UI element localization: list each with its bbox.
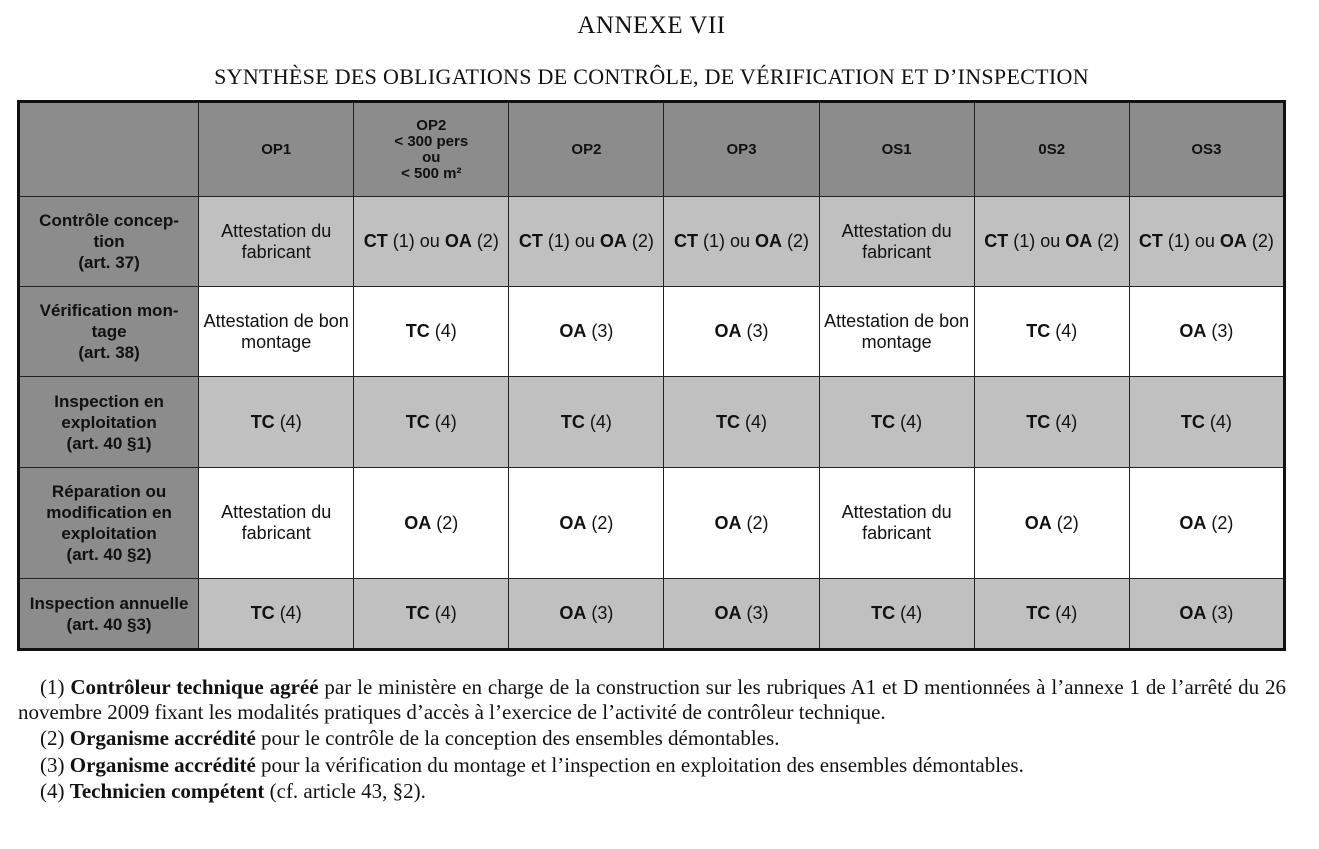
cell-text: Attestation du fabricant	[221, 220, 332, 262]
cell-reference: (1) ou	[387, 231, 445, 251]
table-cell	[1129, 579, 1284, 650]
table-cell	[354, 377, 509, 468]
row-header-line: Réparation ou	[51, 482, 167, 501]
cell-reference: (4)	[1050, 603, 1078, 623]
table-cell	[974, 468, 1129, 579]
cell-reference: (4)	[895, 411, 923, 432]
column-header-line: < 500 m²	[401, 164, 462, 182]
table-cell	[664, 197, 819, 287]
header-corner-cell	[19, 102, 199, 197]
table-cell	[199, 287, 354, 377]
table-cell	[509, 579, 664, 650]
cell-reference: (2)	[626, 231, 654, 251]
footnote-term: Technicien compétent	[69, 779, 265, 803]
table-cell	[199, 468, 354, 579]
table-cell	[509, 287, 664, 377]
page-title: ANNEXE VII	[577, 12, 726, 39]
row-header	[19, 197, 199, 287]
table-cell	[819, 579, 974, 650]
cell-code: TC	[716, 411, 741, 432]
cell-reference: (1) ou	[698, 231, 756, 251]
cell-text: Attestation du fabricant	[841, 502, 952, 543]
column-header-line: 0S2	[1038, 141, 1066, 158]
cell-reference: (2)	[782, 231, 810, 251]
table-cell	[664, 377, 819, 468]
footnote-term: Organisme accrédité	[69, 752, 256, 777]
cell-reference: (2)	[471, 231, 499, 251]
table-cell	[354, 468, 509, 579]
row-header-line: Vérification mon-	[39, 301, 179, 320]
row-header-line: tage	[91, 322, 127, 341]
cell-reference: (2)	[431, 512, 459, 533]
cell-reference: (4)	[274, 411, 302, 432]
cell-code: CT	[518, 231, 543, 251]
table-cell	[664, 287, 819, 377]
footnote	[18, 726, 1286, 751]
row-header-line: (art. 40 §1)	[66, 433, 152, 453]
table-row	[19, 287, 1285, 377]
page-subtitle: SYNTHÈSE DES OBLIGATIONS DE CONTRÔLE, DE VÉRIFICATION ET D’INSPECTION	[214, 64, 1089, 89]
cell-reference: (2)	[586, 512, 614, 533]
table-row	[19, 468, 1285, 579]
cell-reference: (4)	[429, 603, 457, 623]
table-cell	[1129, 377, 1284, 468]
footnote	[18, 675, 1292, 724]
cell-reference: (4)	[429, 411, 457, 432]
row-header-line: Inspection en	[54, 391, 164, 411]
cell-code: TC	[250, 603, 275, 623]
footnote-number: (2)	[40, 726, 70, 750]
cell-reference: (4)	[274, 603, 302, 623]
table-cell	[509, 197, 664, 287]
column-header	[664, 102, 819, 197]
footnote-text: (cf. article 43, §2).	[264, 779, 426, 803]
cell-code: TC	[1026, 321, 1051, 341]
cell-reference: (4)	[895, 603, 923, 623]
column-header-line: OP1	[261, 141, 292, 158]
cell-code: OA	[755, 231, 783, 251]
footnote-text: pour le contrôle de la conception des ensembles démontables.	[255, 726, 780, 750]
row-header-line: (art. 37)	[78, 253, 140, 272]
row-header-line: Contrôle concep-	[39, 211, 179, 230]
footnotes	[18, 675, 1292, 806]
table-cell	[819, 197, 974, 287]
row-header	[19, 377, 199, 468]
column-header	[354, 102, 509, 197]
cell-reference: (3)	[1206, 321, 1234, 341]
cell-reference: (2)	[1206, 512, 1234, 533]
table-cell	[199, 377, 354, 468]
cell-text: Attestation de bon montage	[824, 310, 970, 352]
cell-reference: (4)	[740, 411, 768, 432]
cell-code: OA	[559, 603, 587, 623]
row-header-line: (art. 40 §2)	[66, 545, 152, 564]
table-cell	[354, 579, 509, 650]
cell-code: OA	[559, 512, 587, 533]
table-cell	[974, 579, 1129, 650]
row-header	[19, 579, 199, 650]
table-cell	[974, 197, 1129, 287]
cell-reference: (1) ou	[542, 231, 600, 251]
table-cell	[974, 287, 1129, 377]
table-cell	[509, 468, 664, 579]
cell-code: TC	[871, 411, 896, 432]
footnote-text: par le ministère en charge de la construction sur les rubriques A1 et D mentionnées à l’annexe 1 de l’arrêté du 26 novembre 2009 fixant les modalités pratiques d’accès à l’exercice de l’activité de contrôleur technique.	[18, 675, 1292, 724]
table-cell	[974, 377, 1129, 468]
cell-code: OA	[1024, 512, 1052, 533]
row-header-line: modification en	[46, 503, 172, 522]
table-cell	[819, 377, 974, 468]
cell-reference: (4)	[429, 321, 457, 341]
cell-reference: (4)	[1204, 411, 1232, 432]
cell-code: OA	[444, 231, 472, 251]
table-cell	[1129, 287, 1284, 377]
cell-reference: (2)	[1051, 512, 1079, 533]
table-row	[19, 377, 1285, 468]
obligations-table	[17, 100, 1286, 651]
column-header-line: ou	[422, 148, 441, 166]
column-header	[974, 102, 1129, 197]
cell-reference: (3)	[741, 321, 769, 341]
table-cell	[354, 197, 509, 287]
column-header-line: OP2	[416, 116, 447, 134]
table-cell	[199, 579, 354, 650]
cell-code: OA	[559, 321, 587, 341]
cell-code: OA	[404, 512, 432, 533]
row-header	[19, 468, 199, 579]
table-cell	[1129, 197, 1284, 287]
table-header-row	[19, 102, 1285, 197]
cell-text: Attestation du fabricant	[221, 502, 332, 543]
cell-code: OA	[714, 512, 742, 533]
cell-code: OA	[714, 321, 742, 341]
footnote-number: (1)	[40, 675, 71, 699]
row-header-line: (art. 38)	[78, 343, 140, 362]
table-cell	[664, 468, 819, 579]
footnote-text: pour la vérification du montage et l’inspection en exploitation des ensembles démontables.	[255, 752, 1024, 777]
cell-code: TC	[871, 603, 896, 623]
cell-code: OA	[1219, 231, 1247, 251]
cell-reference: (1) ou	[1008, 231, 1066, 251]
footnote	[18, 753, 1286, 778]
cell-code: TC	[405, 411, 430, 432]
cell-reference: (2)	[1246, 231, 1274, 251]
cell-code: OA	[714, 603, 742, 623]
cell-reference: (4)	[584, 411, 612, 432]
row-header-line: (art. 40 §3)	[66, 614, 152, 634]
table-body	[19, 197, 1285, 650]
cell-reference: (4)	[1050, 411, 1078, 432]
footnote-number: (3)	[40, 752, 70, 777]
table-cell	[1129, 468, 1284, 579]
cell-code: OA	[1179, 512, 1207, 533]
cell-code: TC	[1180, 411, 1205, 432]
cell-reference: (1) ou	[1162, 231, 1220, 251]
table-cell	[354, 287, 509, 377]
cell-reference: (3)	[586, 321, 614, 341]
cell-code: CT	[674, 231, 698, 251]
row-header-line: exploitation	[61, 412, 157, 432]
table-row	[19, 197, 1285, 287]
cell-code: TC	[405, 603, 430, 623]
cell-code: TC	[560, 411, 585, 432]
cell-code: OA	[1179, 603, 1207, 623]
table-cell	[509, 377, 664, 468]
cell-code: CT	[1138, 231, 1163, 251]
cell-code: OA	[599, 231, 627, 251]
footnote-term: Contrôleur technique agréé	[70, 675, 319, 699]
column-header	[199, 102, 354, 197]
column-header-line: OP3	[726, 141, 757, 158]
cell-code: TC	[1026, 411, 1051, 432]
cell-reference: (3)	[586, 603, 614, 623]
footnote-term: Organisme accrédité	[69, 726, 256, 750]
cell-reference: (3)	[741, 603, 769, 623]
table-cell	[664, 579, 819, 650]
footnote-number: (4)	[40, 779, 70, 803]
cell-code: CT	[984, 231, 1009, 251]
table-cell	[819, 468, 974, 579]
row-header-line: exploitation	[61, 524, 157, 543]
table-cell	[199, 197, 354, 287]
column-header	[1129, 102, 1284, 197]
row-header-line: Inspection annuelle	[29, 593, 189, 613]
cell-code: TC	[405, 321, 430, 341]
column-header-line: OS1	[881, 141, 912, 158]
column-header-line: OP2	[571, 141, 602, 158]
cell-reference: (2)	[1092, 231, 1120, 251]
column-header	[819, 102, 974, 197]
row-header-line: tion	[93, 232, 125, 251]
cell-code: OA	[1179, 321, 1207, 341]
cell-code: TC	[250, 411, 275, 432]
cell-reference: (3)	[1206, 603, 1234, 623]
cell-code: TC	[1026, 603, 1051, 623]
cell-reference: (4)	[1050, 321, 1078, 341]
column-header-line: OS3	[1191, 141, 1222, 158]
cell-code: OA	[1065, 231, 1093, 251]
row-header	[19, 287, 199, 377]
cell-code: CT	[363, 231, 388, 251]
column-header	[509, 102, 664, 197]
cell-reference: (2)	[741, 512, 769, 533]
table-row	[19, 579, 1285, 650]
column-header-line: < 300 pers	[394, 132, 469, 150]
footnote	[18, 779, 1286, 804]
cell-text: Attestation de bon montage	[203, 310, 349, 352]
cell-text: Attestation du fabricant	[841, 220, 952, 262]
table-cell	[819, 287, 974, 377]
